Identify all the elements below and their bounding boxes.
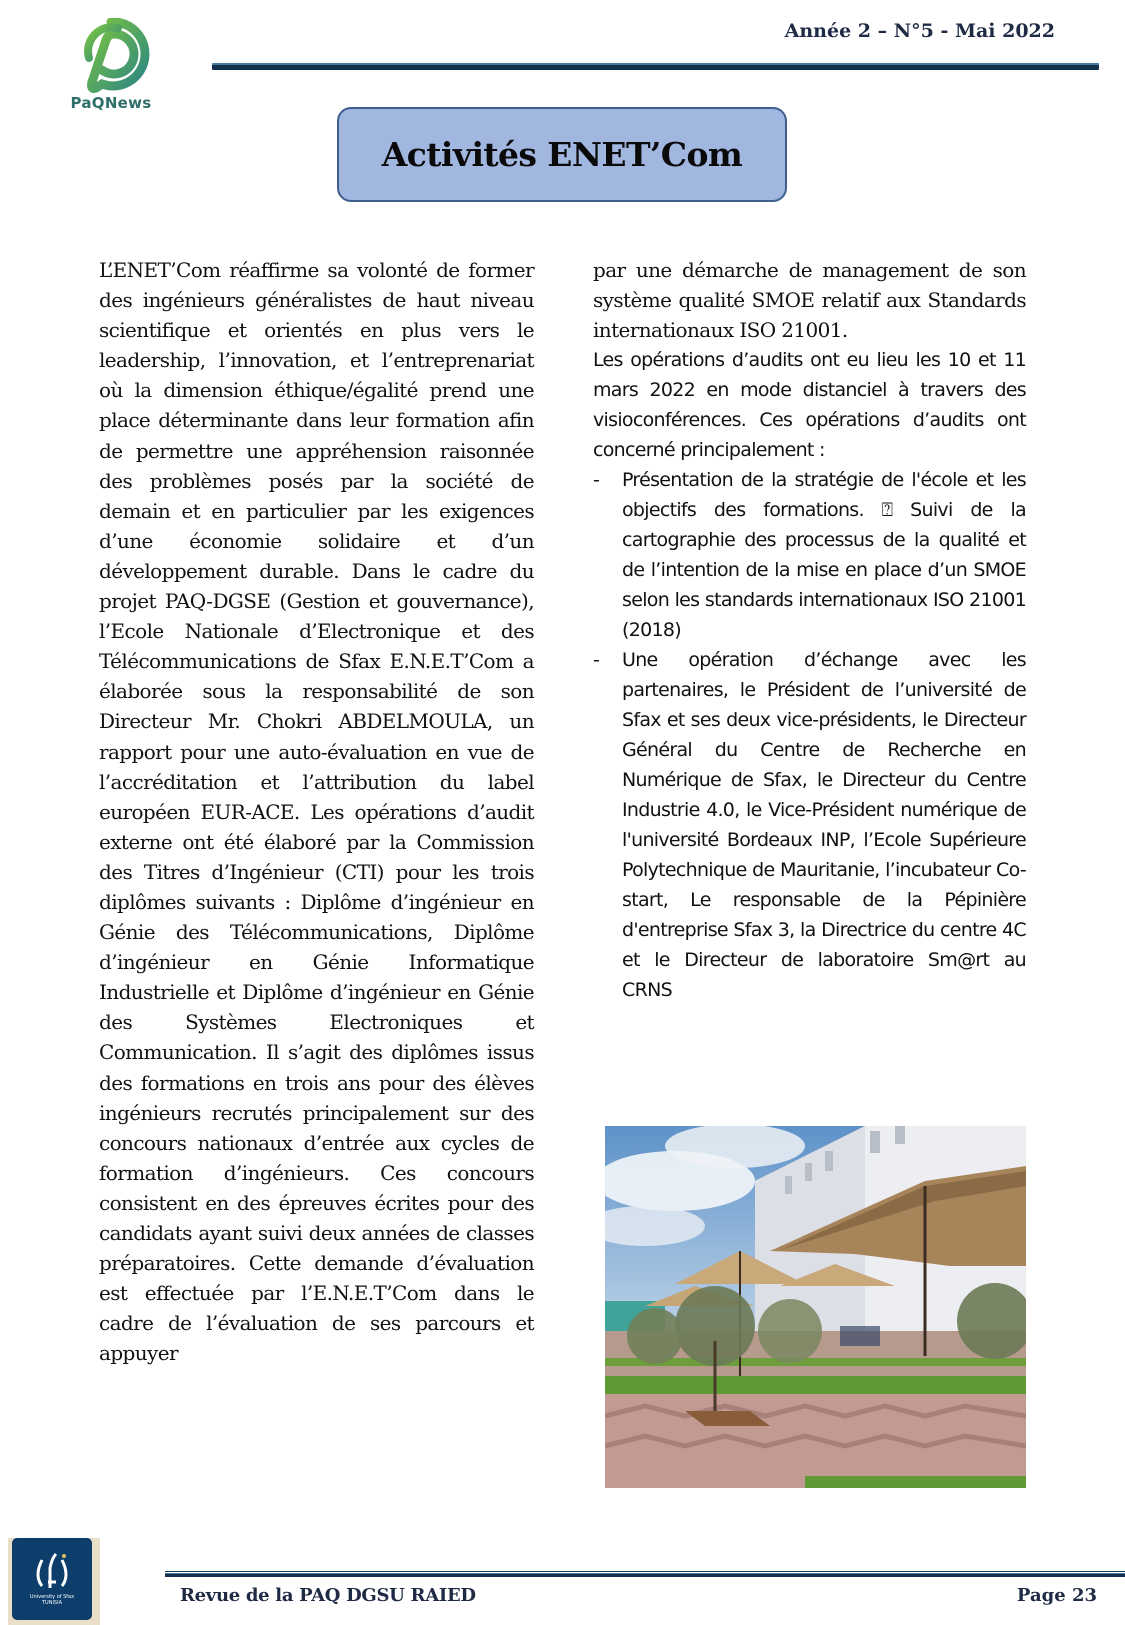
continuation-paragraph: par une démarche de management de son système qualité SMOE relatif aux Standards internationaux ISO 21001.: [593, 258, 1026, 342]
title-banner: [337, 107, 787, 202]
list-item: [593, 645, 1026, 1005]
article-paragraph: L’ENET’Com réaffirme sa volonté de former des ingénieurs généralistes de haut niveau scientifique et orientés en plus vers le leadership, l’innovation, et l’entreprenariat où la dimension éthique/égalité prend une place déterminante dans leur formation afin de permettre une appréhension raisonnée des problèmes posés par la société de demain et en particulier par les exigences d’une économie solidaire et d’un développement durable. Dans le cadre du projet PAQ-DGSE (Gestion et gouvernance), l’Ecole Nationale d’Electronique et des Télécommunications de Sfax E.N.E.T’Com a élaborée sous la responsabilité de son Directeur Mr. Chokri ABDELMOULA, un rapport pour une auto-évaluation en vue de l’accréditation et l’attribution du label européen EUR-ACE. Les opérations d’audit externe ont été élaboré par la Commission des Titres d’Ingénieur (CTI) pour les trois diplômes suivants : Diplôme d’ingénieur en Génie des Télécommunications, Diplôme d’ingénieur en Génie Informatique Industrielle et Diplôme d’ingénieur en Génie des Systèmes Electroniques et Communication. Il s’agit des diplômes issus des formations en trois ans pour des élèves ingénieurs recrutés principalement sur des concours nationaux d’entrée aux cycles de formation d’ingénieurs. Ces concours consistent en des épreuves écrites pour des candidats ayant suivi deux années de classes préparatoires. Cette demande d’évaluation est effectuée par l’E.N.E.T’Com dans le cadre de l’évaluation de ses parcours et appuyer: [99, 258, 534, 1366]
article-right-column: [593, 255, 1026, 1005]
university-logo: [8, 1538, 100, 1625]
paqnews-p-icon: [72, 18, 150, 94]
audit-list: [593, 465, 1026, 1005]
list-item-text: Une opération d’échange avec les partenaires, le Président de l’université de Sfax et ses deux vice-présidents, le Directeur Général du Centre de Recherche en Numérique de Sfax, le Directeur du Centre Industrie 4.0, le Vice-Président numérique de l'université Bordeaux INP, l’Ecole Supérieure Polytechnique de Mauritanie, l’incubateur Co-start, Le responsable de la Pépinière d'entreprise Sfax 3, la Directrice du centre 4C et le Directeur de laboratoire Sm@rt au CRNS: [622, 649, 1026, 1001]
article-left-column: [99, 255, 534, 1368]
campus-photo: [605, 1126, 1026, 1488]
paqnews-logo: [66, 18, 156, 118]
issue-label: Année 2 – N°5 - Mai 2022: [784, 20, 1055, 42]
university-name: University of Sfax: [29, 1594, 75, 1600]
bullet-dash: -: [593, 649, 600, 671]
logo-text: PaQNews: [70, 94, 152, 112]
page-title: Activités ENET’Com: [381, 135, 743, 174]
university-emblem-icon: [12, 1538, 92, 1594]
audit-paragraph: Les opérations d’audits ont eu lieu les 10 et 11 mars 2022 en mode distanciel à travers des visioconférences. Ces opérations d’audits ont concerné principalement :: [593, 349, 1026, 461]
header-rule: [212, 63, 1099, 70]
bullet-dash: -: [593, 469, 600, 491]
page-number: Page 23: [1016, 1585, 1097, 1606]
footer-rule: [165, 1571, 1125, 1577]
list-item-text: Présentation de la stratégie de l'école et les objectifs des formations. ⍰ Suivi de la cartographie des processus de la qualité et de l’intention de la mise en place d’un SMOE selon les standards internationaux ISO 21001 (2018): [622, 469, 1026, 641]
campus-courtyard-image: [605, 1126, 1026, 1488]
university-country: TUNISIA: [42, 1600, 62, 1606]
publication-name: Revue de la PAQ DGSU RAIED: [180, 1585, 476, 1606]
list-item: [593, 465, 1026, 645]
